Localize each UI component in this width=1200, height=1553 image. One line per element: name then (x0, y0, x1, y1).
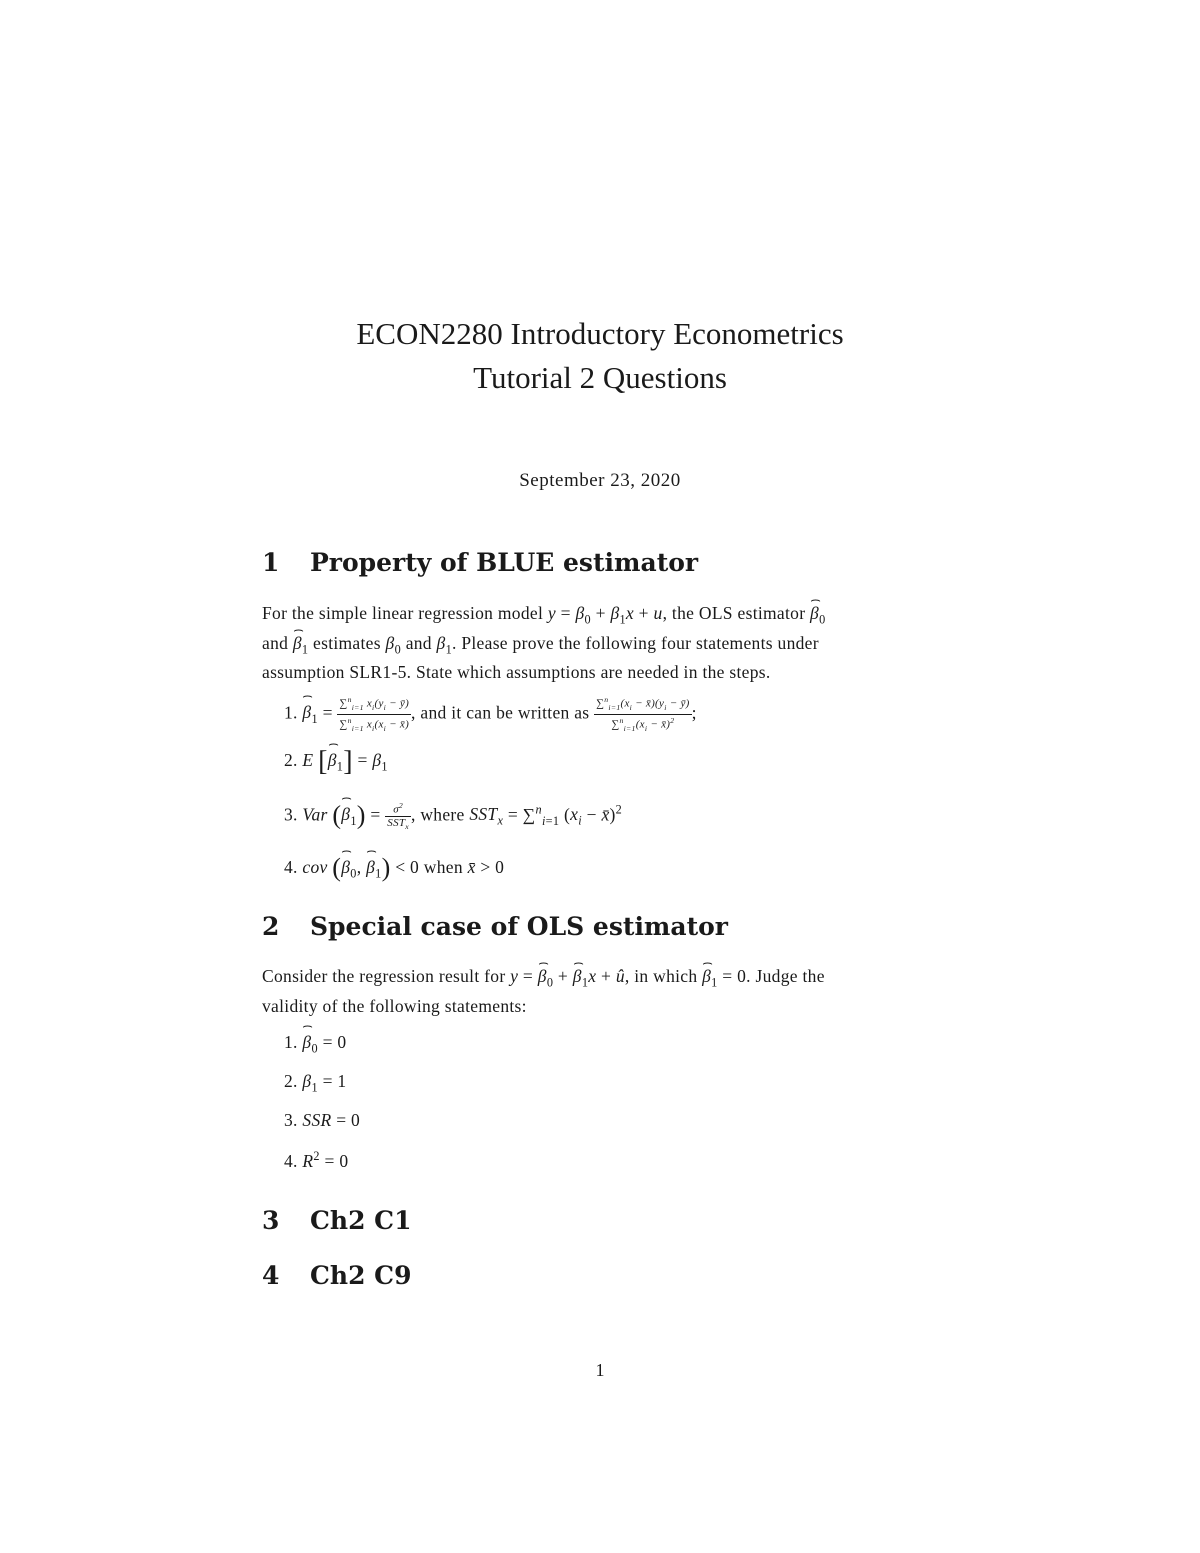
section-2-heading (262, 912, 728, 941)
list-item: 2. $\beta_1 = 1$ (284, 1071, 347, 1095)
list-item: 4. cov (⌢ $\beta_0$, ⌢ $\beta_1) < 0$ when x̄ > 0 (284, 853, 504, 883)
list-item: 3. Var (⌢ $\beta_1$) = $\frac{\sigma^2}{SST_x}$ , where $SST_x = \sum^n_{i=1}$ ($x_i$ − x̄)$^2$ (284, 800, 622, 833)
section-1-heading (262, 548, 698, 577)
section-title: Property of BLUE estimator (310, 548, 699, 577)
page-number: 1 (595, 1360, 605, 1380)
section-4-heading (262, 1261, 411, 1290)
document-date: September 23, 2020 (519, 470, 681, 491)
section-number: 4 (262, 1261, 280, 1290)
document-title-line1: ECON2280 Introductory Econometrics (356, 316, 844, 351)
list-item: 1. ⌢ $\beta_1$ = $\frac{\sum^n_{i=1} x_i(y_i - ȳ)}{\sum^n_{i=1} x_i(x_i - x̄)}$ , and it can be written as $\frac{\sum^n_{i=1}(x_i - x̄)(y_i - ȳ)}{\sum^n_{i=1}(x_i - x̄)^2}$ ; (284, 694, 697, 735)
section-number: 1 (262, 548, 280, 577)
list-item: 3. SSR = 0 (284, 1110, 361, 1130)
section-2-intro: Consider the regression result for y = ⌢ $\beta_0$ + ⌢ $\beta_1x$ + û, in which ⌢ $\beta_1 = 0$. Judge the validity of the following statements: (262, 965, 942, 1018)
section-3-heading (262, 1206, 411, 1235)
document-title-line2: Tutorial 2 Questions (473, 360, 727, 395)
section-title: Ch2 C9 (310, 1261, 412, 1290)
section-title: Special case of OLS estimator (310, 912, 728, 941)
section-number: 2 (262, 912, 280, 941)
section-title: Ch2 C1 (310, 1206, 412, 1235)
section-1-intro: For the simple linear regression model $y = \beta_0 + \beta_1x + u$, the OLS estimator ⌢ $\beta_0$ and ⌢ $\beta_1$ estimates $\beta_0$ and $\beta_1$. Please prove the following four statements under assumption SLR1-5. State which assumptions are needed in the steps. (262, 602, 942, 684)
section-number: 3 (262, 1206, 280, 1235)
list-item: 4. $R^2 = 0$ (284, 1149, 349, 1171)
list-item: 1. ⌢ $\beta_0 = 0$ (284, 1032, 346, 1057)
list-item: 2. E [⌢ $\beta_1] = \beta_1$ (284, 746, 388, 778)
